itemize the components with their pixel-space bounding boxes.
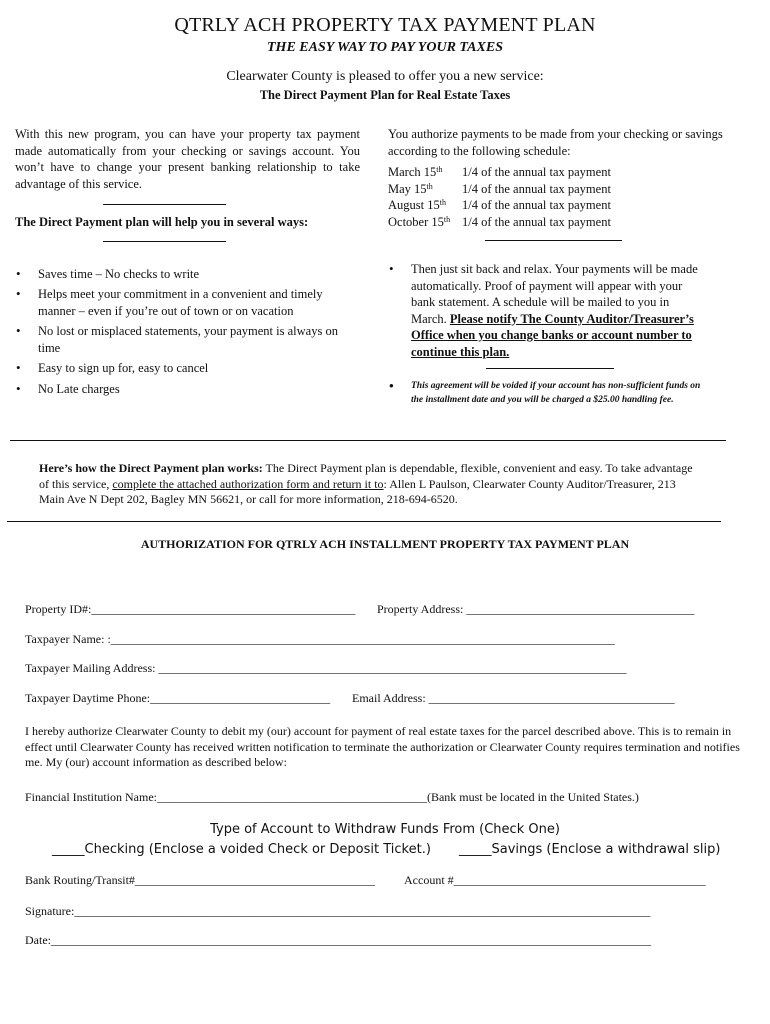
left-heading: The Direct Payment plan will help you in several ways: [15,215,309,229]
schedule-desc: 1/4 of the annual tax payment [462,165,611,179]
list-item: • Easy to sign up for, easy to cancel [15,360,360,377]
checking-option[interactable]: _____Checking (Enclose a voided Check or Deposit Ticket.) [52,842,431,857]
left-column [15,126,360,397]
account-number-field[interactable]: Account #__________________________________________ [404,873,706,887]
schedule-desc: 1/4 of the annual tax payment [462,198,611,212]
authorization-paragraph: I hereby authorize Clearwater County to debit my (our) account for payment of real estate taxes for the parcel described above. This is to remain in effect until Clearwater County has received written notification to terminate the authorization or Clearwater County requires termination and notifies me. My (our) account information as described below: [25,724,740,769]
schedule-desc: 1/4 of the annual tax payment [462,214,611,229]
section-divider [10,440,726,441]
schedule-month: August 15th [388,198,446,212]
account-type-title: Type of Account to Withdraw Funds From (Check One) [210,822,560,837]
schedule-month: May 15th [388,181,433,196]
signature-field[interactable]: Signature:________________________________________________________________________________________________ [25,904,651,918]
email-field[interactable]: Email Address: _________________________________________ [352,691,675,705]
right-list [388,261,738,360]
taxpayer-name-field[interactable]: Taxpayer Name: :____________________________________________________________________________________ [25,632,615,646]
left-paragraph: With this new program, you can have your property tax payment made automatically from your checking or savings account. You won’t have to change your present banking relationship to take advantage of this service. [15,127,360,191]
list-item: • Then just sit back and relax. Your payments will be made automatically. Proof of payment will appear with your bank statement. A schedule will be mailed to you in March. Please notify The County Auditor/Treasurer’s Office when you change banks or account number to continue this plan. [388,261,698,360]
right-divider-top [485,240,622,241]
schedule-month: March 15th [388,165,443,179]
savings-option[interactable]: _____Savings (Enclose a withdrawal slip) [459,842,721,857]
document-subtitle: THE EASY WAY TO PAY YOUR TAXES [267,40,503,55]
benefits-list [15,266,360,398]
payment-schedule [388,164,738,230]
authorization-title: AUTHORIZATION FOR QTRLY ACH INSTALLMENT PROPERTY TAX PAYMENT PLAN [140,537,630,551]
daytime-phone-field[interactable]: Taxpayer Daytime Phone:______________________________ [25,691,331,705]
document-title: QTRLY ACH PROPERTY TAX PAYMENT PLAN [174,14,596,36]
property-address-field[interactable]: Property Address: ______________________________________ [377,602,695,616]
property-id-field[interactable]: Property ID#:____________________________________________ [25,602,356,616]
left-divider-top [103,204,226,205]
schedule-month: October 15th [388,214,451,229]
list-item: • Saves time – No checks to write [15,266,360,283]
how-it-works: Here’s how the Direct Payment plan works: The Direct Payment plan is dependable, flexible, convenient and easy. To take advantage of this service, complete the attached authorization form and return it to: Allen L Paulson, Clearwater County Auditor/Treasurer, 213 Main Ave N Dept 202, Bagley MN 56621, or call for more information, 218-694-6520. [39,461,693,506]
list-item: • This agreement will be voided if your account has non-sufficient funds on the installment date and you will be charged a $25.00 handling fee. [388,379,703,407]
left-divider-bottom [103,241,226,242]
right-list-2 [388,379,738,407]
list-item: • No lost or misplaced statements, your payment is always on time [15,323,360,356]
intro-bold-text: The Direct Payment Plan for Real Estate Taxes [259,88,511,102]
notify-notice: Please notify The County Auditor/Treasurer’s Office when you change banks or account number to continue this plan. [411,311,694,359]
intro-text: Clearwater County is pleased to offer you a new service: [226,69,544,84]
routing-field[interactable]: Bank Routing/Transit#________________________________________ [25,873,375,887]
date-field[interactable]: Date:____________________________________________________________________________________________________ [25,933,651,947]
right-divider-bottom [486,368,614,369]
mailing-address-field[interactable]: Taxpayer Mailing Address: ______________________________________________________________________________ [25,661,627,675]
financial-institution-field[interactable]: Financial Institution Name:_____________________________________________(Bank must be located in the United States.) [25,790,639,804]
right-paragraph: You authorize payments to be made from your checking or savings according to the following schedule: [388,127,723,158]
list-item: • Helps meet your commitment in a convenient and timely manner – even if you’re out of town or on vacation [15,286,360,319]
right-column [388,126,738,407]
section-divider [7,521,721,522]
list-item: • No Late charges [15,381,360,398]
schedule-desc: 1/4 of the annual tax payment [462,181,611,196]
